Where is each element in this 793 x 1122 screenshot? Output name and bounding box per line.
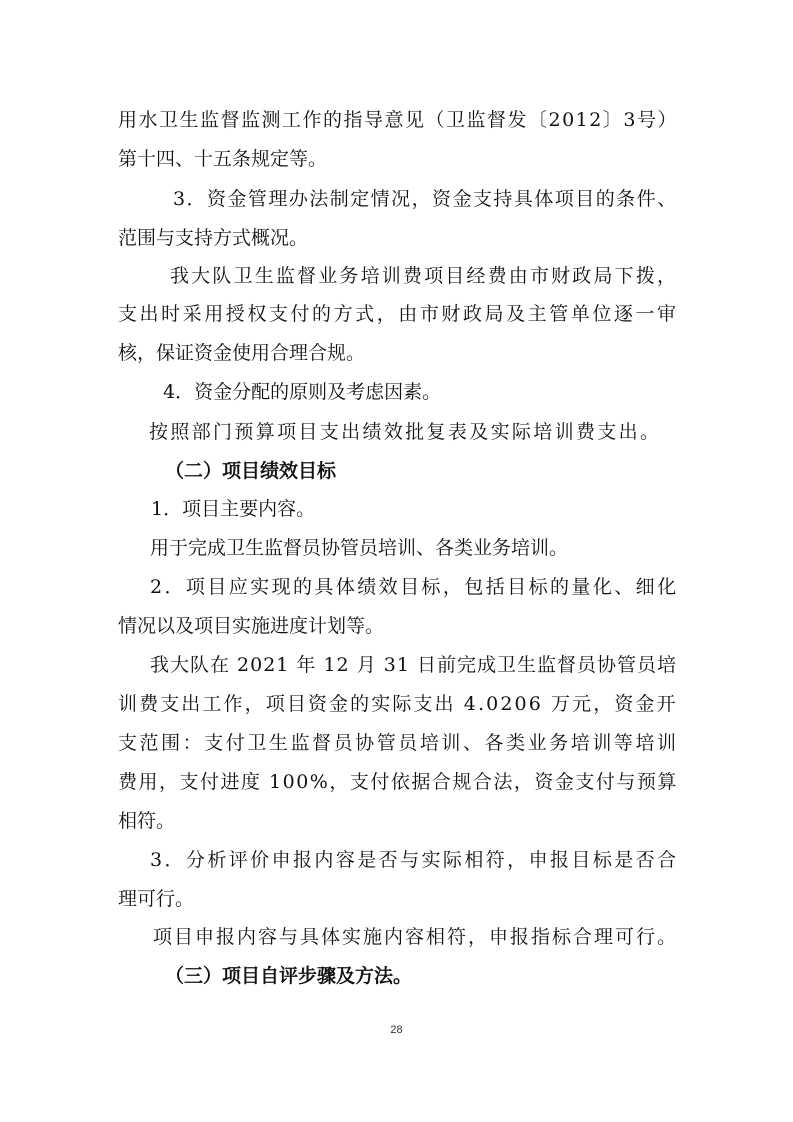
text-line: 3．资金管理办法制定情况，资金支持具体项目的条件、 [173,188,678,210]
text-line: 支出时采用授权支付的方式，由市财政局及主管单位逐一审 [118,303,679,325]
text-line: 理可行。 [118,888,195,910]
page-number: 28 [390,1024,403,1036]
text-line: 范围与支持方式概况。 [118,227,309,249]
text-line: 用于完成卫生监督员协管员培训、各类业务培训。 [150,537,569,559]
text-line: 核，保证资金使用合理合规。 [118,342,366,364]
text-line: 2．项目应实现的具体绩效目标，包括目标的量化、细化 [150,576,679,598]
text-line: 用水卫生监督监测工作的指导意见（卫监督发〔2012〕3号） [118,109,678,131]
text-line: 我大队卫生监督业务培训费项目经费由市财政局下拨， [170,265,679,287]
section-heading: （二）项目绩效目标 [165,460,337,482]
text-line: 按照部门预算项目支出绩效批复表及实际培训费支出。 [149,421,662,443]
text-line: 第十四、十五条规定等。 [118,148,328,170]
text-line: 费用，支付进度 100%，支付依据合规合法，资金支付与预算 [118,771,678,793]
text-line: 训费支出工作，项目资金的实际支出 4.0206 万元，资金开 [118,693,678,715]
text-line: 支范围：支付卫生监督员协管员培训、各类业务培训等培训 [118,732,679,754]
text-line: 1．项目主要内容。 [151,498,316,520]
section-heading: （三）项目自评步骤及方法。 [165,965,413,987]
text-line: 3．分析评价申报内容是否与实际相符，申报目标是否合 [150,849,679,871]
text-line: 4．资金分配的原则及考虑因素。 [163,381,442,403]
text-line: 相符。 [118,810,176,832]
text-line: 项目申报内容与具体实施内容相符，申报指标合理可行。 [153,926,679,948]
text-line: 情况以及项目实施进度计划等。 [118,615,385,637]
text-line: 我大队在 2021 年 12 月 31 日前完成卫生监督员协管员培 [150,654,677,676]
